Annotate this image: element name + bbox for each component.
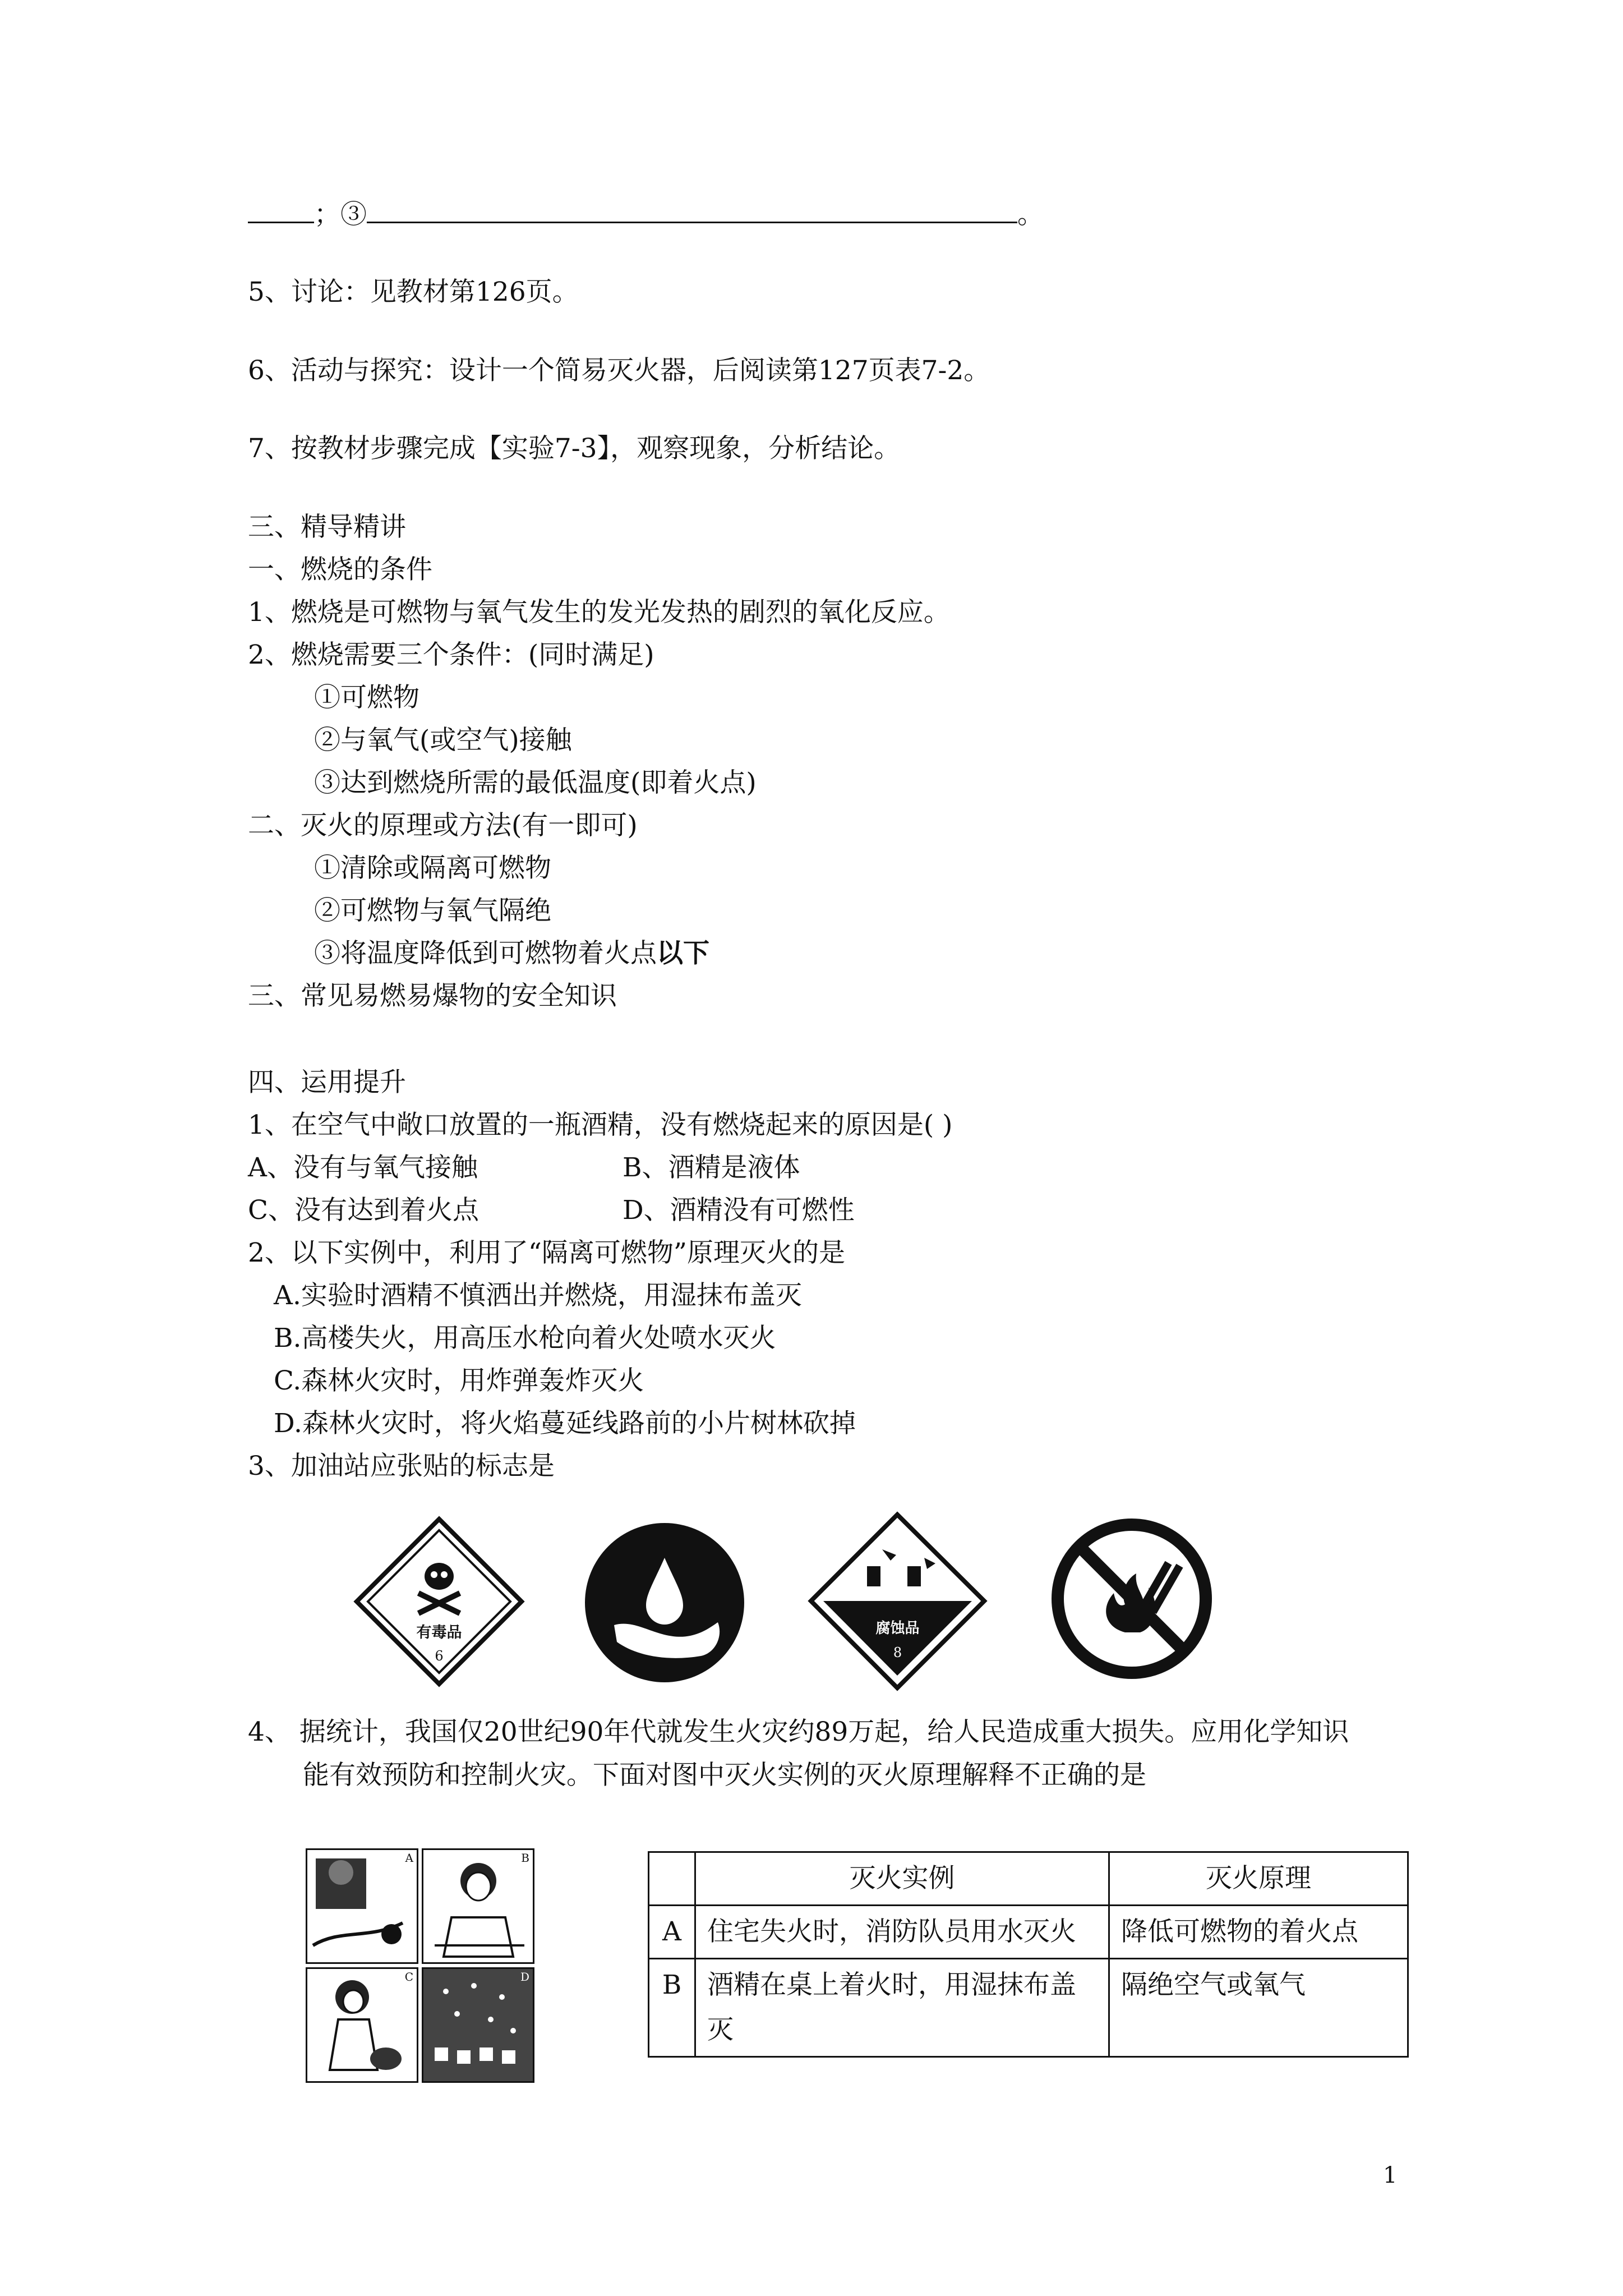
table-cell-key: A xyxy=(649,1906,695,1959)
table-header-key xyxy=(649,1852,695,1906)
water-drop-sign xyxy=(583,1521,746,1684)
q4-line-1: 4、 据统计，我国仅20世纪90年代就发生火灾约89万起，给人民造成重大损失。应用化学知识 xyxy=(248,1717,1349,1747)
no-fire-icon xyxy=(1048,1515,1216,1683)
combustion-three-conditions: 2、燃烧需要三个条件：(同时满足) xyxy=(248,639,654,670)
toxic-sign-number: 6 xyxy=(435,1648,444,1664)
q2-option-c: C.森林火灾时，用炸弹轰炸灭火 xyxy=(274,1365,644,1396)
condition-3: ③达到燃烧所需的最低温度(即着火点) xyxy=(314,767,757,798)
q2-option-a: A.实验时酒精不慎洒出并燃烧，用湿抹布盖灭 xyxy=(274,1280,802,1311)
q2-option-d: D.森林火灾时，将火焰蔓延线路前的小片树林砍掉 xyxy=(274,1408,856,1439)
method-1: ①清除或隔离可燃物 xyxy=(314,853,551,884)
section-4-heading: 四、运用提升 xyxy=(248,1067,406,1098)
corrosive-sign-label: 腐蚀品 xyxy=(875,1620,920,1637)
q1-option-c: C、没有达到着火点 xyxy=(248,1195,479,1226)
section-3-heading: 三、精导精讲 xyxy=(248,512,406,542)
table-header-principle: 灭火原理 xyxy=(1109,1852,1408,1906)
table-row xyxy=(649,1959,1408,2057)
picture-a-illustration xyxy=(307,1850,417,1962)
picture-d-illustration xyxy=(423,1969,533,2081)
blank-2 xyxy=(367,199,1017,223)
q3-stem: 3、加油站应张贴的标志是 xyxy=(248,1451,555,1481)
picture-d xyxy=(422,1967,534,2083)
water-drop-icon xyxy=(583,1521,746,1684)
toxic-sign xyxy=(352,1515,526,1688)
page-number: 1 xyxy=(1383,2162,1398,2188)
picture-a xyxy=(306,1848,418,1964)
picture-c-label: C xyxy=(404,1970,413,1984)
condition-1: ①可燃物 xyxy=(314,682,419,713)
extinguish-principles-title: 二、灭火的原理或方法(有一即可) xyxy=(248,810,638,841)
table-header-row xyxy=(649,1852,1408,1906)
separator-text: ；③ xyxy=(314,199,367,230)
toxic-sign-label: 有毒品 xyxy=(416,1624,462,1641)
table-cell-example: 酒精在桌上着火时，用湿抹布盖灭 xyxy=(695,1959,1109,2057)
picture-b xyxy=(422,1848,534,1964)
table-cell-principle: 隔绝空气或氧气 xyxy=(1109,1959,1408,2057)
table-row xyxy=(649,1906,1408,1959)
corrosive-sign xyxy=(806,1510,989,1692)
method-3-text: ③将温度降低到可燃物着火点 xyxy=(314,938,657,969)
picture-b-illustration xyxy=(423,1850,533,1962)
picture-c xyxy=(306,1967,418,2083)
table-cell-example: 住宅失火时，消防队员用水灭火 xyxy=(695,1906,1109,1959)
corrosive-sign-graphic xyxy=(806,1510,989,1692)
q4-picture-grid xyxy=(306,1848,536,2084)
fill-in-line xyxy=(248,199,1044,231)
no-fire-sign xyxy=(1048,1515,1216,1683)
item-6: 6、活动与探究：设计一个简易灭火器，后阅读第127页表7-2。 xyxy=(248,355,990,386)
combustion-definition: 1、燃烧是可燃物与氧气发生的发光发热的剧烈的氧化反应。 xyxy=(248,597,950,628)
table-cell-key: B xyxy=(649,1959,695,2057)
item-7: 7、按教材步骤完成【实验7-3】，观察现象，分析结论。 xyxy=(248,433,901,464)
picture-b-label: B xyxy=(521,1851,529,1865)
safety-knowledge-title: 三、常见易燃易爆物的安全知识 xyxy=(248,981,617,1011)
q1-option-a: A、没有与氧气接触 xyxy=(248,1152,478,1183)
q2-stem: 2、以下实例中，利用了“隔离可燃物”原理灭火的是 xyxy=(248,1237,845,1268)
method-2: ②可燃物与氧气隔绝 xyxy=(314,895,551,926)
table-header-example: 灭火实例 xyxy=(695,1852,1109,1906)
end-mark: 。 xyxy=(1017,199,1044,230)
item-5: 5、讨论：见教材第126页。 xyxy=(248,277,579,307)
picture-a-label: A xyxy=(405,1851,413,1865)
q1-option-d: D、酒精没有可燃性 xyxy=(623,1195,855,1226)
q4-line-2: 能有效预防和控制火灾。下面对图中灭火实例的灭火原理解释不正确的是 xyxy=(303,1760,1146,1791)
corrosive-sign-number: 8 xyxy=(893,1645,902,1660)
picture-c-illustration xyxy=(307,1969,417,2081)
picture-d-label: D xyxy=(520,1970,529,1984)
combustion-conditions-title: 一、燃烧的条件 xyxy=(248,554,432,585)
q2-option-b: B.高楼失火，用高压水枪向着火处喷水灭火 xyxy=(274,1323,776,1354)
method-3 xyxy=(314,938,709,969)
q1-stem: 1、在空气中敞口放置的一瓶酒精，没有燃烧起来的原因是( ) xyxy=(248,1110,953,1140)
q4-table xyxy=(648,1851,1409,2058)
condition-2: ②与氧气(或空气)接触 xyxy=(314,725,572,756)
q1-option-b: B、酒精是液体 xyxy=(623,1152,800,1183)
blank-1 xyxy=(248,199,314,223)
method-3-bold: 以下 xyxy=(657,938,709,969)
table-cell-principle: 降低可燃物的着火点 xyxy=(1109,1906,1408,1959)
